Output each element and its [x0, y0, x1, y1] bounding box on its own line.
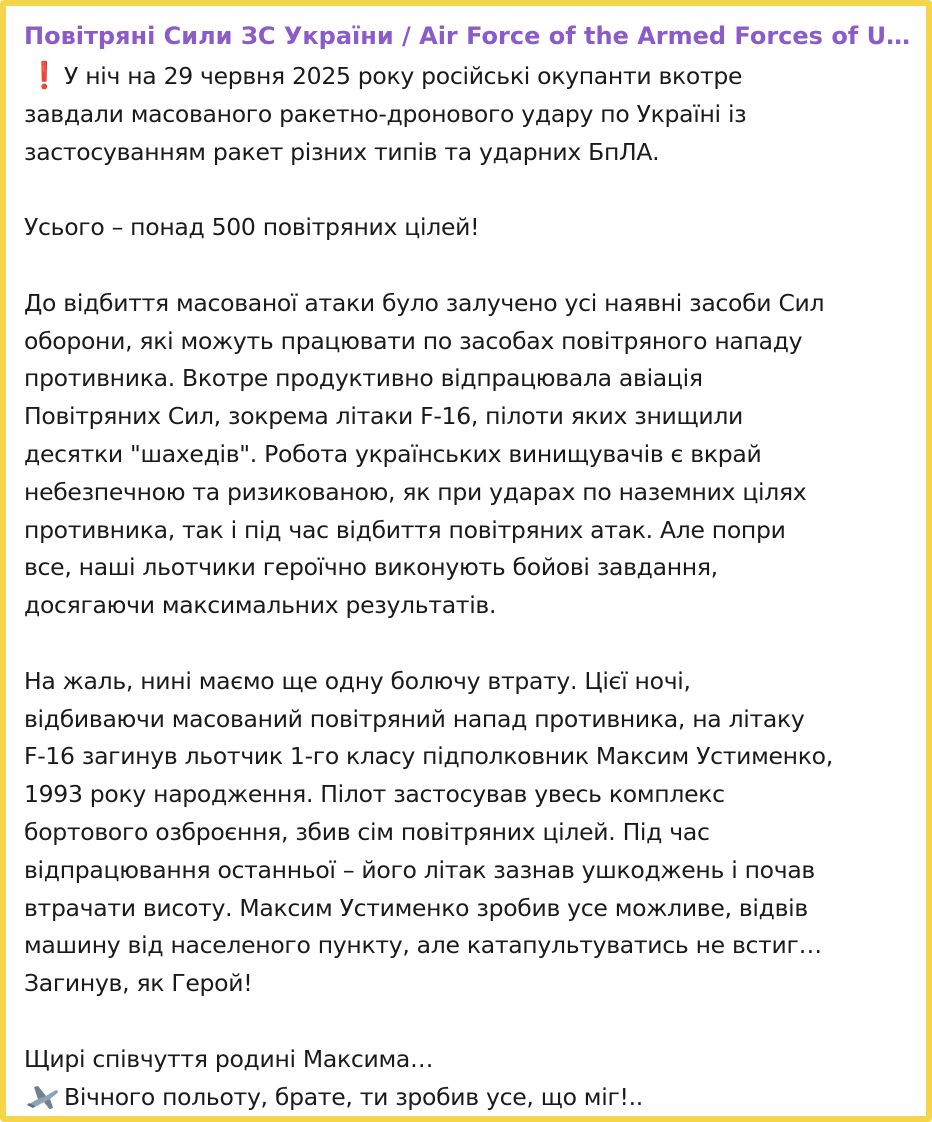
text-line: оборони, які можуть працювати по засобах повітряного нападу [24, 326, 803, 355]
text-line: 1993 року народження. Пілот застосував увесь комплекс [24, 780, 725, 809]
paragraph-gap [24, 625, 924, 663]
text-line: досягаючи максимальних результатів. [24, 591, 497, 620]
text-line: небезпечною та ризикованою, як при ударах по наземних цілях [24, 477, 807, 506]
paragraph-gap [24, 171, 924, 209]
text-line: бортового озброєння, збив сім повітряних цілей. Під час [24, 817, 710, 846]
text-line: машину від населеного пункту, але катапультуватись не встиг… [24, 931, 822, 960]
text-line: втрачати висоту. Максим Устименко зробив усе можливе, відвів [24, 893, 808, 922]
channel-title[interactable]: Повітряні Сили ЗС України / Air Force of the Armed Forces of U… [24, 22, 911, 50]
text-line [24, 1079, 924, 1117]
text-line-content: Вічного польоту, брате, ти зробив усе, що міг!.. [64, 1082, 643, 1111]
text-line: На жаль, нині маємо ще одну болючу втрату. Цієї ночі, [24, 666, 691, 695]
text-line: десятки "шахедів". Робота українських винищувачів є вкрай [24, 439, 762, 468]
text-line: F-16 загинув льотчик 1-го класу підполковник Максим Устименко, [24, 742, 833, 771]
exclamation-mark-icon: ❗ [27, 61, 61, 91]
text-line: противника. Вкотре продуктивно відпрацювала авіація [24, 364, 703, 393]
text-line: Щирі співчуття родині Максима… [24, 1044, 434, 1073]
text-line: противника, так і під час відбиття повітряних атак. Але попри [24, 515, 786, 544]
text-line [24, 58, 924, 96]
text-line: завдали масованого ракетно-дронового удару по Україні із [24, 99, 747, 128]
text-line: відпрацювання останньої – його літак зазнав ушкоджень і почав [24, 855, 815, 884]
text-line: все, наші льотчики героїчно виконують бойові завдання, [24, 553, 718, 582]
text-line-content: У ніч на 29 червня 2025 року російські окупанти вкотре [64, 62, 743, 90]
text-line: застосуванням ракет різних типів та ударних БпЛА. [24, 137, 660, 166]
text-line: До відбиття масованої атаки було залучено усі наявні засоби Сил [24, 288, 825, 317]
text-line: Загинув, як Герой! [24, 969, 253, 998]
text-line: Усього – понад 500 повітряних цілей! [24, 213, 480, 242]
text-line: відбиваючи масований повітряний напад противника, на літаку [24, 704, 805, 733]
text-line: Повітряних Сил, зокрема літаки F-16, пілоти яких знищили [24, 402, 744, 431]
airplane-icon [24, 1079, 64, 1122]
message-text [24, 58, 924, 1116]
paragraph-gap [24, 247, 924, 285]
paragraph-gap [24, 1003, 924, 1041]
